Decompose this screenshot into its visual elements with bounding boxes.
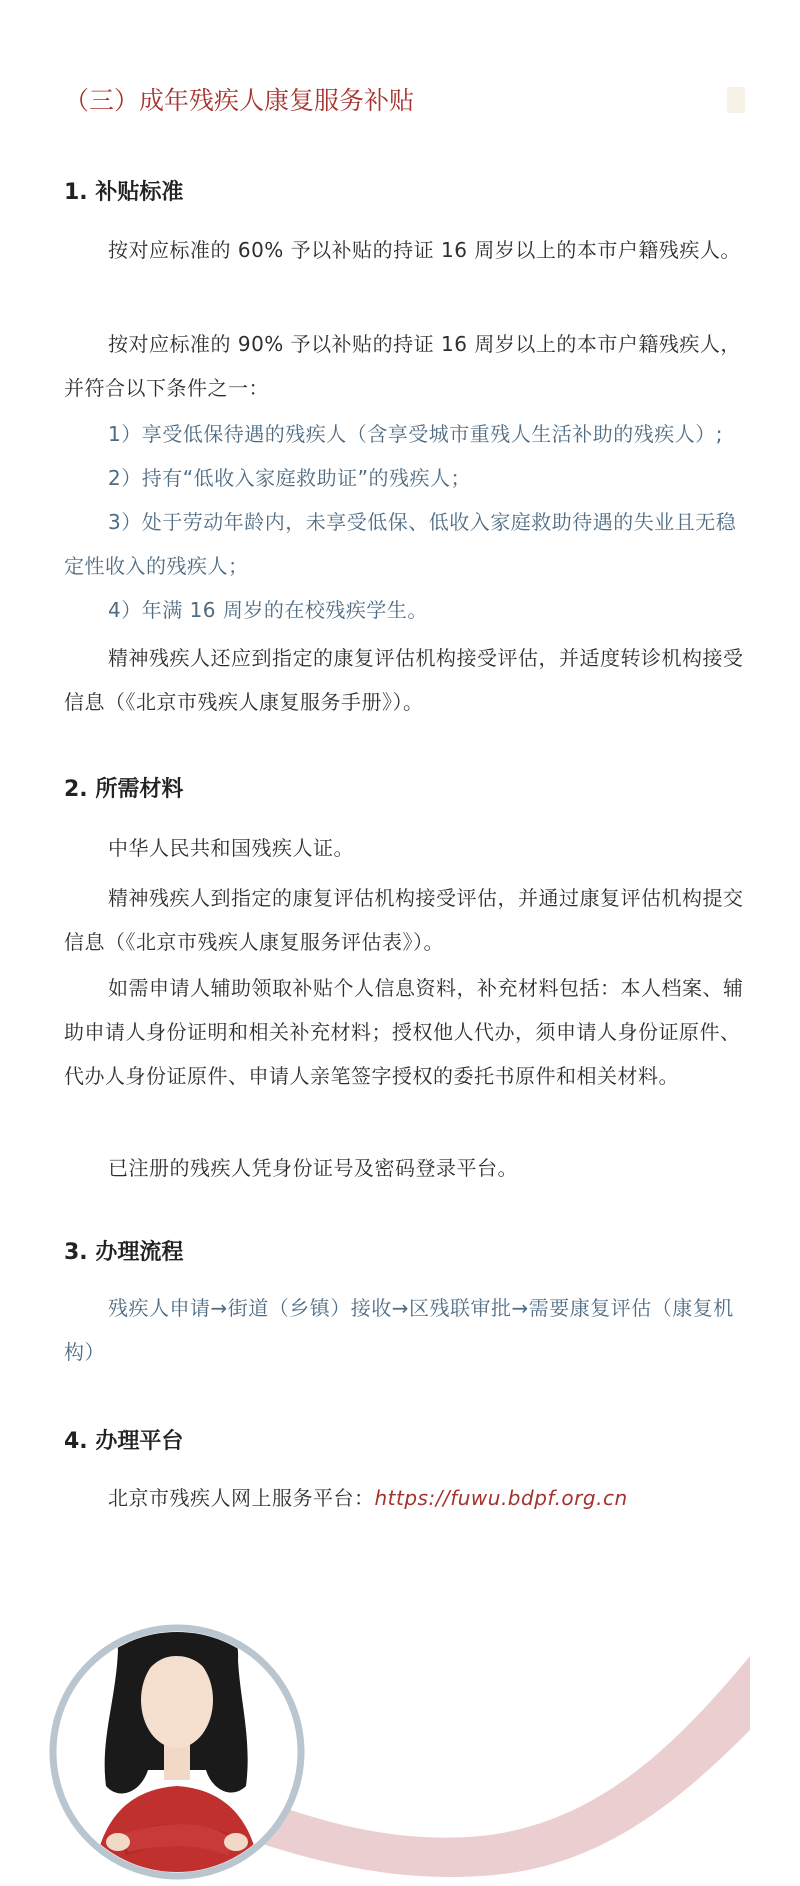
section-title: （三）成年残疾人康复服务补贴 <box>64 86 415 115</box>
platform-line <box>64 1476 750 1520</box>
materials-para-supplement: 如需申请人辅助领取补贴个人信息资料，补充材料包括：本人档案、辅助申请人身份证明和相关补充材料；授权他人代办，须申请人身份证原件、代办人身份证原件、申请人亲笔签字授权的委托书原件和相关材料。 <box>64 976 744 1088</box>
hand-right <box>224 1833 248 1851</box>
heading-process: 3. 办理流程 <box>64 1240 184 1265</box>
platform-url-link[interactable]: https://fuwu.bdpf.org.cn <box>374 1486 628 1510</box>
corner-decoration <box>727 87 745 113</box>
condition-item: 2）持有“低收入家庭救助证”的残疾人； <box>108 466 471 490</box>
materials-para-assessment: 精神残疾人到指定的康复评估机构接受评估，并通过康复评估机构提交信息（《北京市残疾人康复服务评估表》）。 <box>64 886 744 954</box>
subsidy-para-90: 按对应标准的 90% 予以补贴的持证 16 周岁以上的本市户籍残疾人，并符合以下条件之一： <box>64 332 741 400</box>
platform-label: 北京市残疾人网上服务平台： <box>108 1486 375 1510</box>
materials-para-id: 中华人民共和国残疾人证。 <box>108 836 354 860</box>
condition-item: 1）享受低保待遇的残疾人（含享受城市重残人生活补助的残疾人）; <box>108 422 723 446</box>
subsidy-para-60: 按对应标准的 60% 予以补贴的持证 16 周岁以上的本市户籍残疾人。 <box>108 238 741 262</box>
hand-left <box>106 1833 130 1851</box>
process-flow: 残疾人申请→街道（乡镇）接收→区残联审批→需要康复评估（康复机构） <box>64 1296 734 1364</box>
face <box>141 1652 213 1748</box>
heading-platform: 4. 办理平台 <box>64 1429 184 1454</box>
mental-disability-note: 精神残疾人还应到指定的康复评估机构接受评估，并适度转诊机构接受信息（《北京市残疾人康复服务手册》）。 <box>64 646 744 714</box>
condition-item: 3）处于劳动年龄内，未享受低保、低收入家庭救助待遇的失业且无稳定性收入的残疾人； <box>64 510 737 578</box>
heading-subsidy-standard: 1. 补贴标准 <box>64 180 184 205</box>
woman-illustration <box>0 1590 800 1886</box>
condition-item: 4）年满 16 周岁的在校残疾学生。 <box>108 598 428 622</box>
materials-para-login: 已注册的残疾人凭身份证号及密码登录平台。 <box>108 1156 518 1180</box>
heading-materials: 2. 所需材料 <box>64 777 184 802</box>
